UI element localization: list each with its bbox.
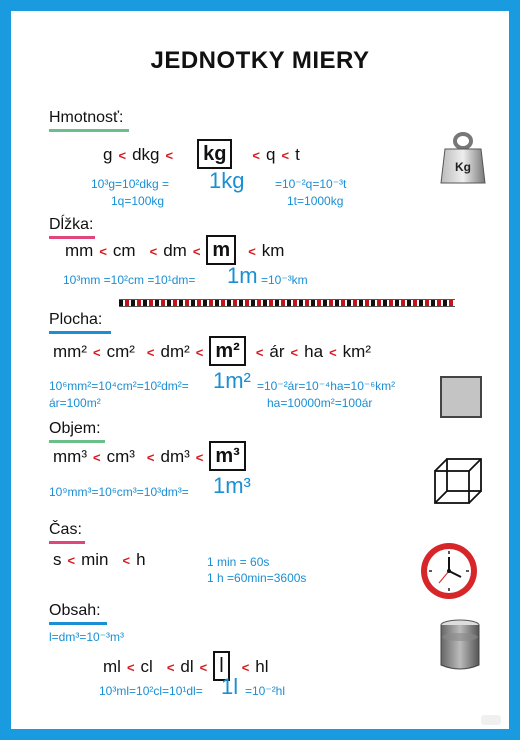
mass-eq-1: 10³g=10²dkg =	[91, 177, 170, 191]
svg-text:Kg: Kg	[455, 160, 471, 174]
weight-icon	[437, 131, 489, 187]
length-unit-row: mm < cm < dm < m < km	[65, 235, 284, 265]
base-unit-box: l	[213, 651, 229, 681]
corner-mark	[481, 715, 501, 725]
ruler-strip	[119, 299, 455, 307]
base-unit-box: kg	[197, 139, 232, 169]
base-unit-box: m	[206, 235, 236, 265]
capacity-eq-2: =10⁻²hl	[245, 684, 286, 698]
mass-unit-row: g < dkg < kg < q < t	[103, 139, 300, 169]
length-eq-1: 10³mm =10²cm =10¹dm=	[63, 273, 196, 287]
clock-icon	[419, 541, 479, 601]
base-unit-box: m³	[209, 441, 245, 471]
volume-unit-row: mm³ < cm³ < dm³ < m³	[53, 441, 246, 471]
time-unit-row: s < min < h	[53, 550, 146, 569]
area-unit-row: mm² < cm² < dm² < m² < ár < ha < km²	[53, 336, 371, 366]
underline	[49, 331, 111, 334]
section-heading-volume: Objem:	[49, 420, 101, 437]
capacity-unit-row: ml < cl < dl < l < hl	[103, 651, 269, 681]
underline	[49, 129, 129, 132]
area-eq-3: ár=100m²	[49, 396, 101, 410]
chart-sheet	[11, 11, 509, 729]
length-big: 1m	[227, 263, 258, 288]
area-eq-1: 10⁶mm²=10⁴cm²=10²dm²=	[49, 379, 189, 393]
section-heading-length: Dĺžka:	[49, 216, 94, 233]
mass-eq-4: 1t=1000kg	[287, 194, 344, 208]
time-eq-2: 1 h =60min=3600s	[207, 571, 307, 585]
section-heading-area: Plocha:	[49, 311, 103, 328]
area-eq-4: ha=10000m²=100ár	[267, 396, 373, 410]
time-eq-1: 1 min = 60s	[207, 555, 270, 569]
cube-icon	[433, 457, 485, 505]
capacity-big: 1l	[221, 674, 239, 699]
volume-eq-1: 10⁹mm³=10⁶cm³=10³dm³=	[49, 485, 189, 499]
capacity-eq-0: l=dm³=10⁻³m³	[49, 630, 125, 644]
mass-eq-2: =10⁻²q=10⁻³t	[275, 177, 347, 191]
area-big: 1m²	[213, 368, 251, 393]
section-heading-mass: Hmotnosť:	[49, 109, 124, 126]
section-heading-capacity: Obsah:	[49, 602, 101, 619]
length-eq-2: =10⁻³km	[261, 273, 308, 287]
base-unit-box: m²	[209, 336, 245, 366]
mass-eq-3: 1q=100kg	[111, 194, 165, 208]
underline	[49, 622, 107, 625]
area-eq-2: =10⁻²ár=10⁻⁴ha=10⁻⁶km²	[257, 379, 396, 393]
underline	[49, 541, 85, 544]
capacity-eq-1: 10³ml=10²cl=10¹dl=	[99, 684, 203, 698]
beaker-icon	[437, 617, 483, 673]
square-icon	[439, 375, 483, 419]
section-heading-time: Čas:	[49, 521, 82, 538]
volume-big: 1m³	[213, 473, 251, 498]
page-title: JEDNOTKY MIERY	[150, 47, 370, 74]
mass-big: 1kg	[209, 168, 245, 193]
